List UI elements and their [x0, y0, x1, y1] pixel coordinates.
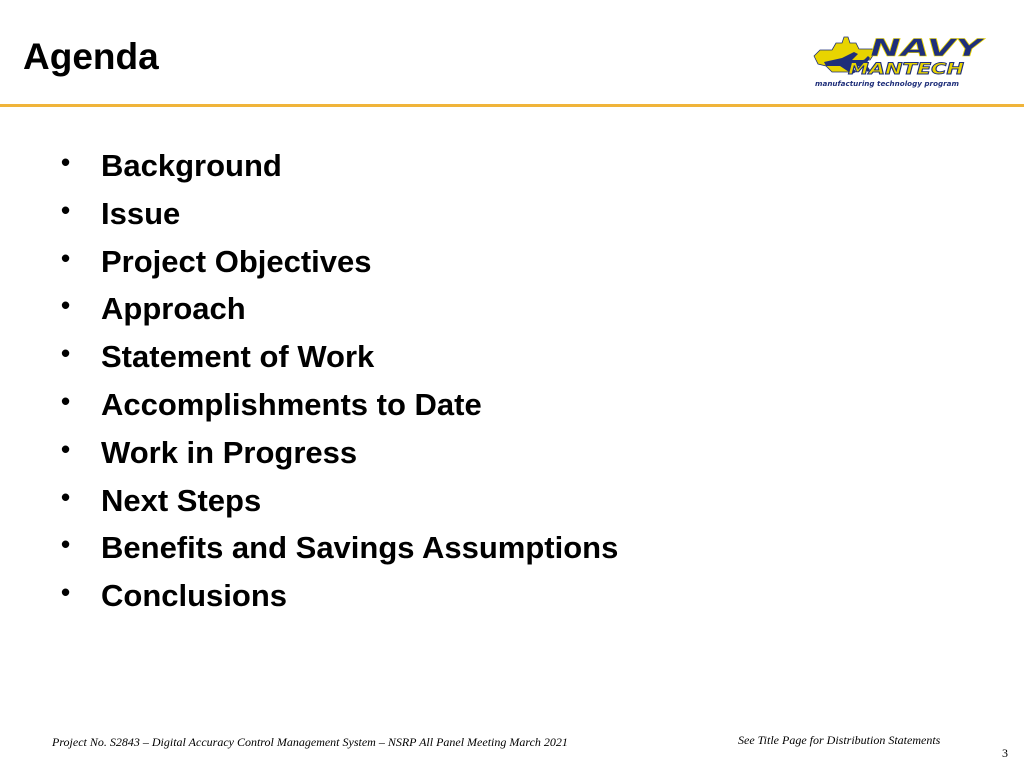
bullet-icon: •	[61, 242, 71, 273]
page-number: 3	[1002, 746, 1008, 760]
agenda-item	[0, 477, 618, 525]
bullet-icon: •	[61, 577, 71, 608]
bullet-icon: •	[61, 529, 71, 560]
agenda-item-label: Next Steps	[101, 482, 262, 518]
title-divider	[0, 104, 1024, 107]
footer-distribution-statement: See Title Page for Distribution Statements	[738, 733, 941, 747]
bullet-icon: •	[61, 290, 71, 321]
agenda-item	[0, 190, 618, 238]
agenda-item-label: Work in Progress	[101, 434, 358, 470]
bullet-icon: •	[61, 147, 71, 177]
navy-mantech-logo	[812, 30, 987, 92]
bullet-icon: •	[61, 385, 71, 416]
agenda-item	[0, 429, 618, 477]
agenda-item	[0, 333, 618, 381]
agenda-item-label: Project Objectives	[101, 243, 372, 279]
agenda-item-label: Conclusions	[101, 578, 288, 614]
agenda-item-label: Approach	[101, 291, 246, 327]
logo-tagline: manufacturing technology program	[815, 80, 959, 88]
agenda-list	[0, 142, 618, 620]
logo-line1: NAVY	[870, 34, 987, 62]
slide-title: Agenda	[23, 36, 159, 77]
agenda-item-label: Statement of Work	[101, 339, 375, 375]
agenda-item-label: Benefits and Savings Assumptions	[101, 530, 619, 566]
agenda-item	[0, 572, 618, 620]
agenda-item	[0, 142, 618, 190]
navy-mantech-logo-icon	[812, 30, 987, 92]
footer-project-info: Project No. S2843 – Digital Accuracy Control Management System – NSRP All Panel Meeting March 2021	[52, 735, 568, 749]
agenda-item-label: Accomplishments to Date	[101, 386, 482, 422]
agenda-item	[0, 381, 618, 429]
agenda-item-label: Background	[101, 148, 282, 183]
logo-line2: MANTECH	[848, 59, 965, 78]
agenda-item	[0, 524, 618, 572]
agenda-item	[0, 238, 618, 286]
bullet-icon: •	[61, 481, 71, 512]
bullet-icon: •	[61, 338, 71, 369]
bullet-icon: •	[61, 194, 71, 225]
bullet-icon: •	[61, 433, 71, 464]
agenda-item	[0, 285, 618, 333]
agenda-item-label: Issue	[101, 195, 181, 231]
